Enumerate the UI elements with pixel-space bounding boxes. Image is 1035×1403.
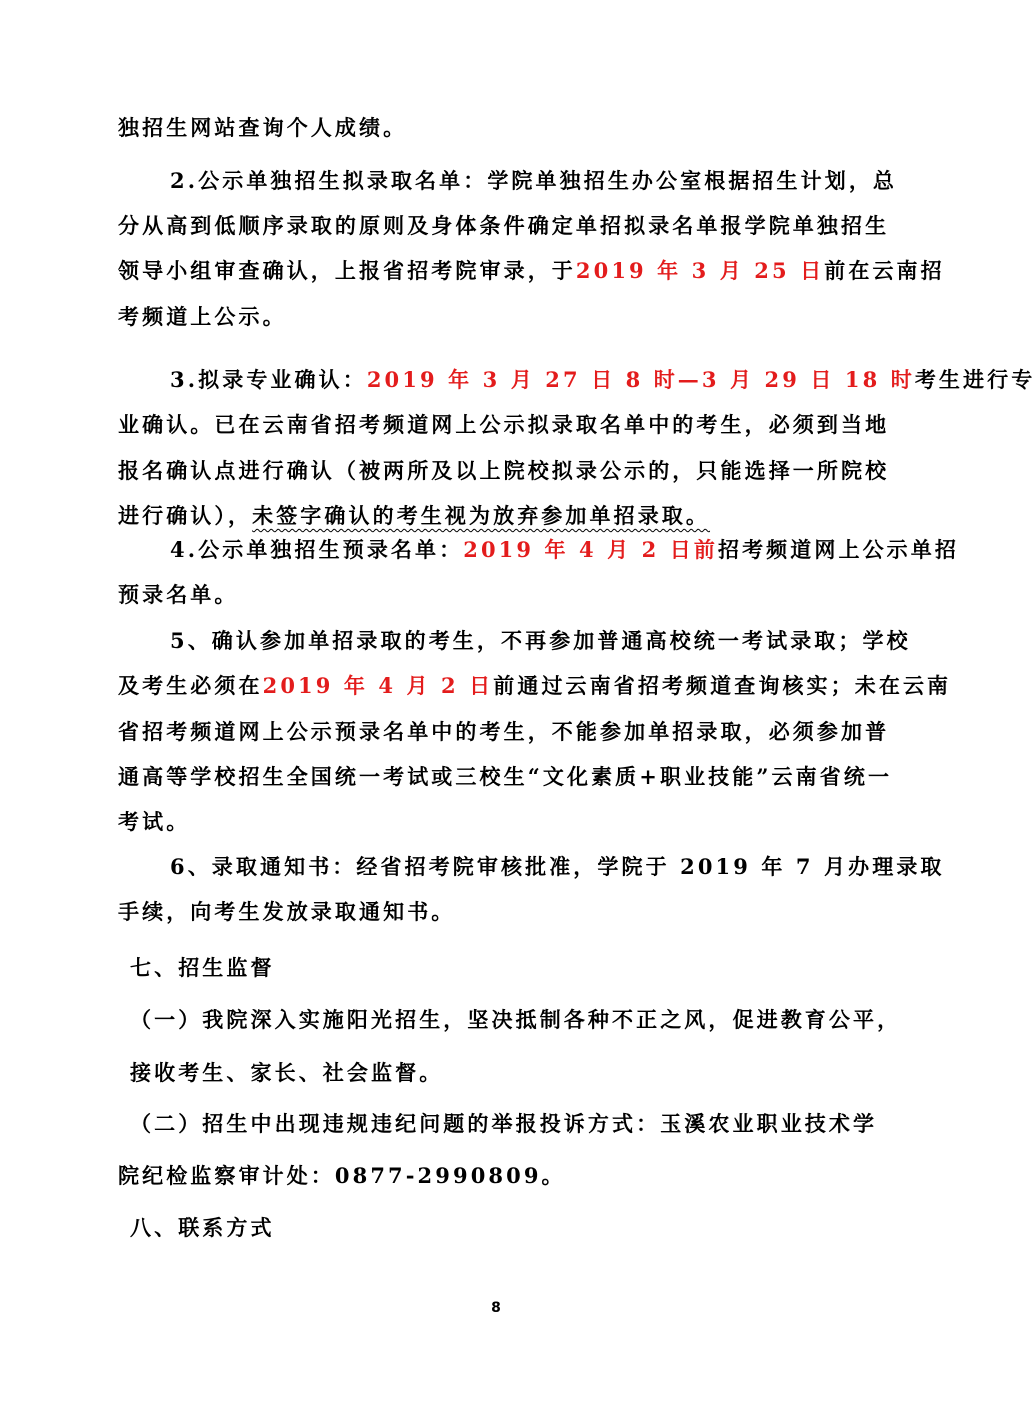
text-line xyxy=(118,671,952,701)
text-line: 考频道上公示。 xyxy=(118,304,287,329)
paragraph-line xyxy=(118,365,1035,395)
section-heading: 八、联系方式 xyxy=(130,1215,275,1240)
text-line: 报名确认点进行确认（被两所及以上院校拟录公示的，只能选择一所院校 xyxy=(118,458,890,483)
text-segment: 前在云南招 xyxy=(824,258,945,283)
confirm-period: 2019 年 3 月 27 日 8 时—3 月 29 日 18 时 xyxy=(366,367,915,392)
deadline-date: 2019 年 4 月 2 日前 xyxy=(463,537,718,562)
paragraph-line: 6、录取通知书：经省招考院审核批准，学院于 2019 年 7 月办理录取 xyxy=(170,854,945,879)
text-line: 接收考生、家长、社会监督。 xyxy=(130,1060,444,1085)
text-line: 独招生网站查询个人成绩。 xyxy=(118,115,408,140)
text-segment: 前通过云南省招考频道查询核实；未在云南 xyxy=(493,673,952,698)
text-line: 手续，向考生发放录取通知书。 xyxy=(118,899,456,924)
text-segment: 考生进行专 xyxy=(914,367,1035,392)
deadline-date: 2019 年 4 月 2 日 xyxy=(262,673,494,698)
text-segment: 4.公示单独招生预录名单： xyxy=(170,537,464,562)
section-heading: 七、招生监督 xyxy=(130,955,275,980)
text-segment: 领导小组审查确认，上报省招考院审录，于 xyxy=(118,258,576,283)
deadline-date: 2019 年 3 月 25 日 xyxy=(575,258,825,283)
text-segment: 招考频道网上公示单招 xyxy=(717,537,959,562)
text-line: 预录名单。 xyxy=(118,582,239,607)
text-segment: 及考生必须在 xyxy=(118,673,263,698)
text-line: 通高等学校招生全国统一考试或三校生“文化素质+职业技能”云南省统一 xyxy=(118,764,893,789)
paragraph-line: 5、确认参加单招录取的考生，不再参加普通高校统一考试录取；学校 xyxy=(170,628,911,653)
contact-phone: 院纪检监察审计处：0877-2990809。 xyxy=(118,1163,566,1188)
emphasis-underlined: 未签字确认的考生视为放弃参加单招录取。 xyxy=(252,503,711,528)
text-line: 考试。 xyxy=(118,809,191,834)
text-line: 分从高到低顺序录取的原则及身体条件确定单招拟录名单报学院单独招生 xyxy=(118,213,890,238)
page-number: 8 xyxy=(491,1300,501,1316)
text-line: （二）招生中出现违规违纪问题的举报投诉方式：玉溪农业职业技术学 xyxy=(130,1111,878,1136)
text-line xyxy=(118,501,878,531)
text-line xyxy=(118,256,945,286)
text-line: 省招考频道网上公示预录名单中的考生，不能参加单招录取，必须参加普 xyxy=(118,719,890,744)
text-line: （一）我院深入实施阳光招生，坚决抵制各种不正之风，促进教育公平， xyxy=(130,1007,902,1032)
text-segment: 3.拟录专业确认： xyxy=(170,367,367,392)
text-segment: 进行确认）， xyxy=(118,503,253,528)
text-line: 业确认。已在云南省招考频道网上公示拟录取名单中的考生，必须到当地 xyxy=(118,412,890,437)
paragraph-line: 2.公示单独招生拟录取名单：学院单独招生办公室根据招生计划，总 xyxy=(170,168,898,193)
paragraph-line xyxy=(118,535,959,565)
